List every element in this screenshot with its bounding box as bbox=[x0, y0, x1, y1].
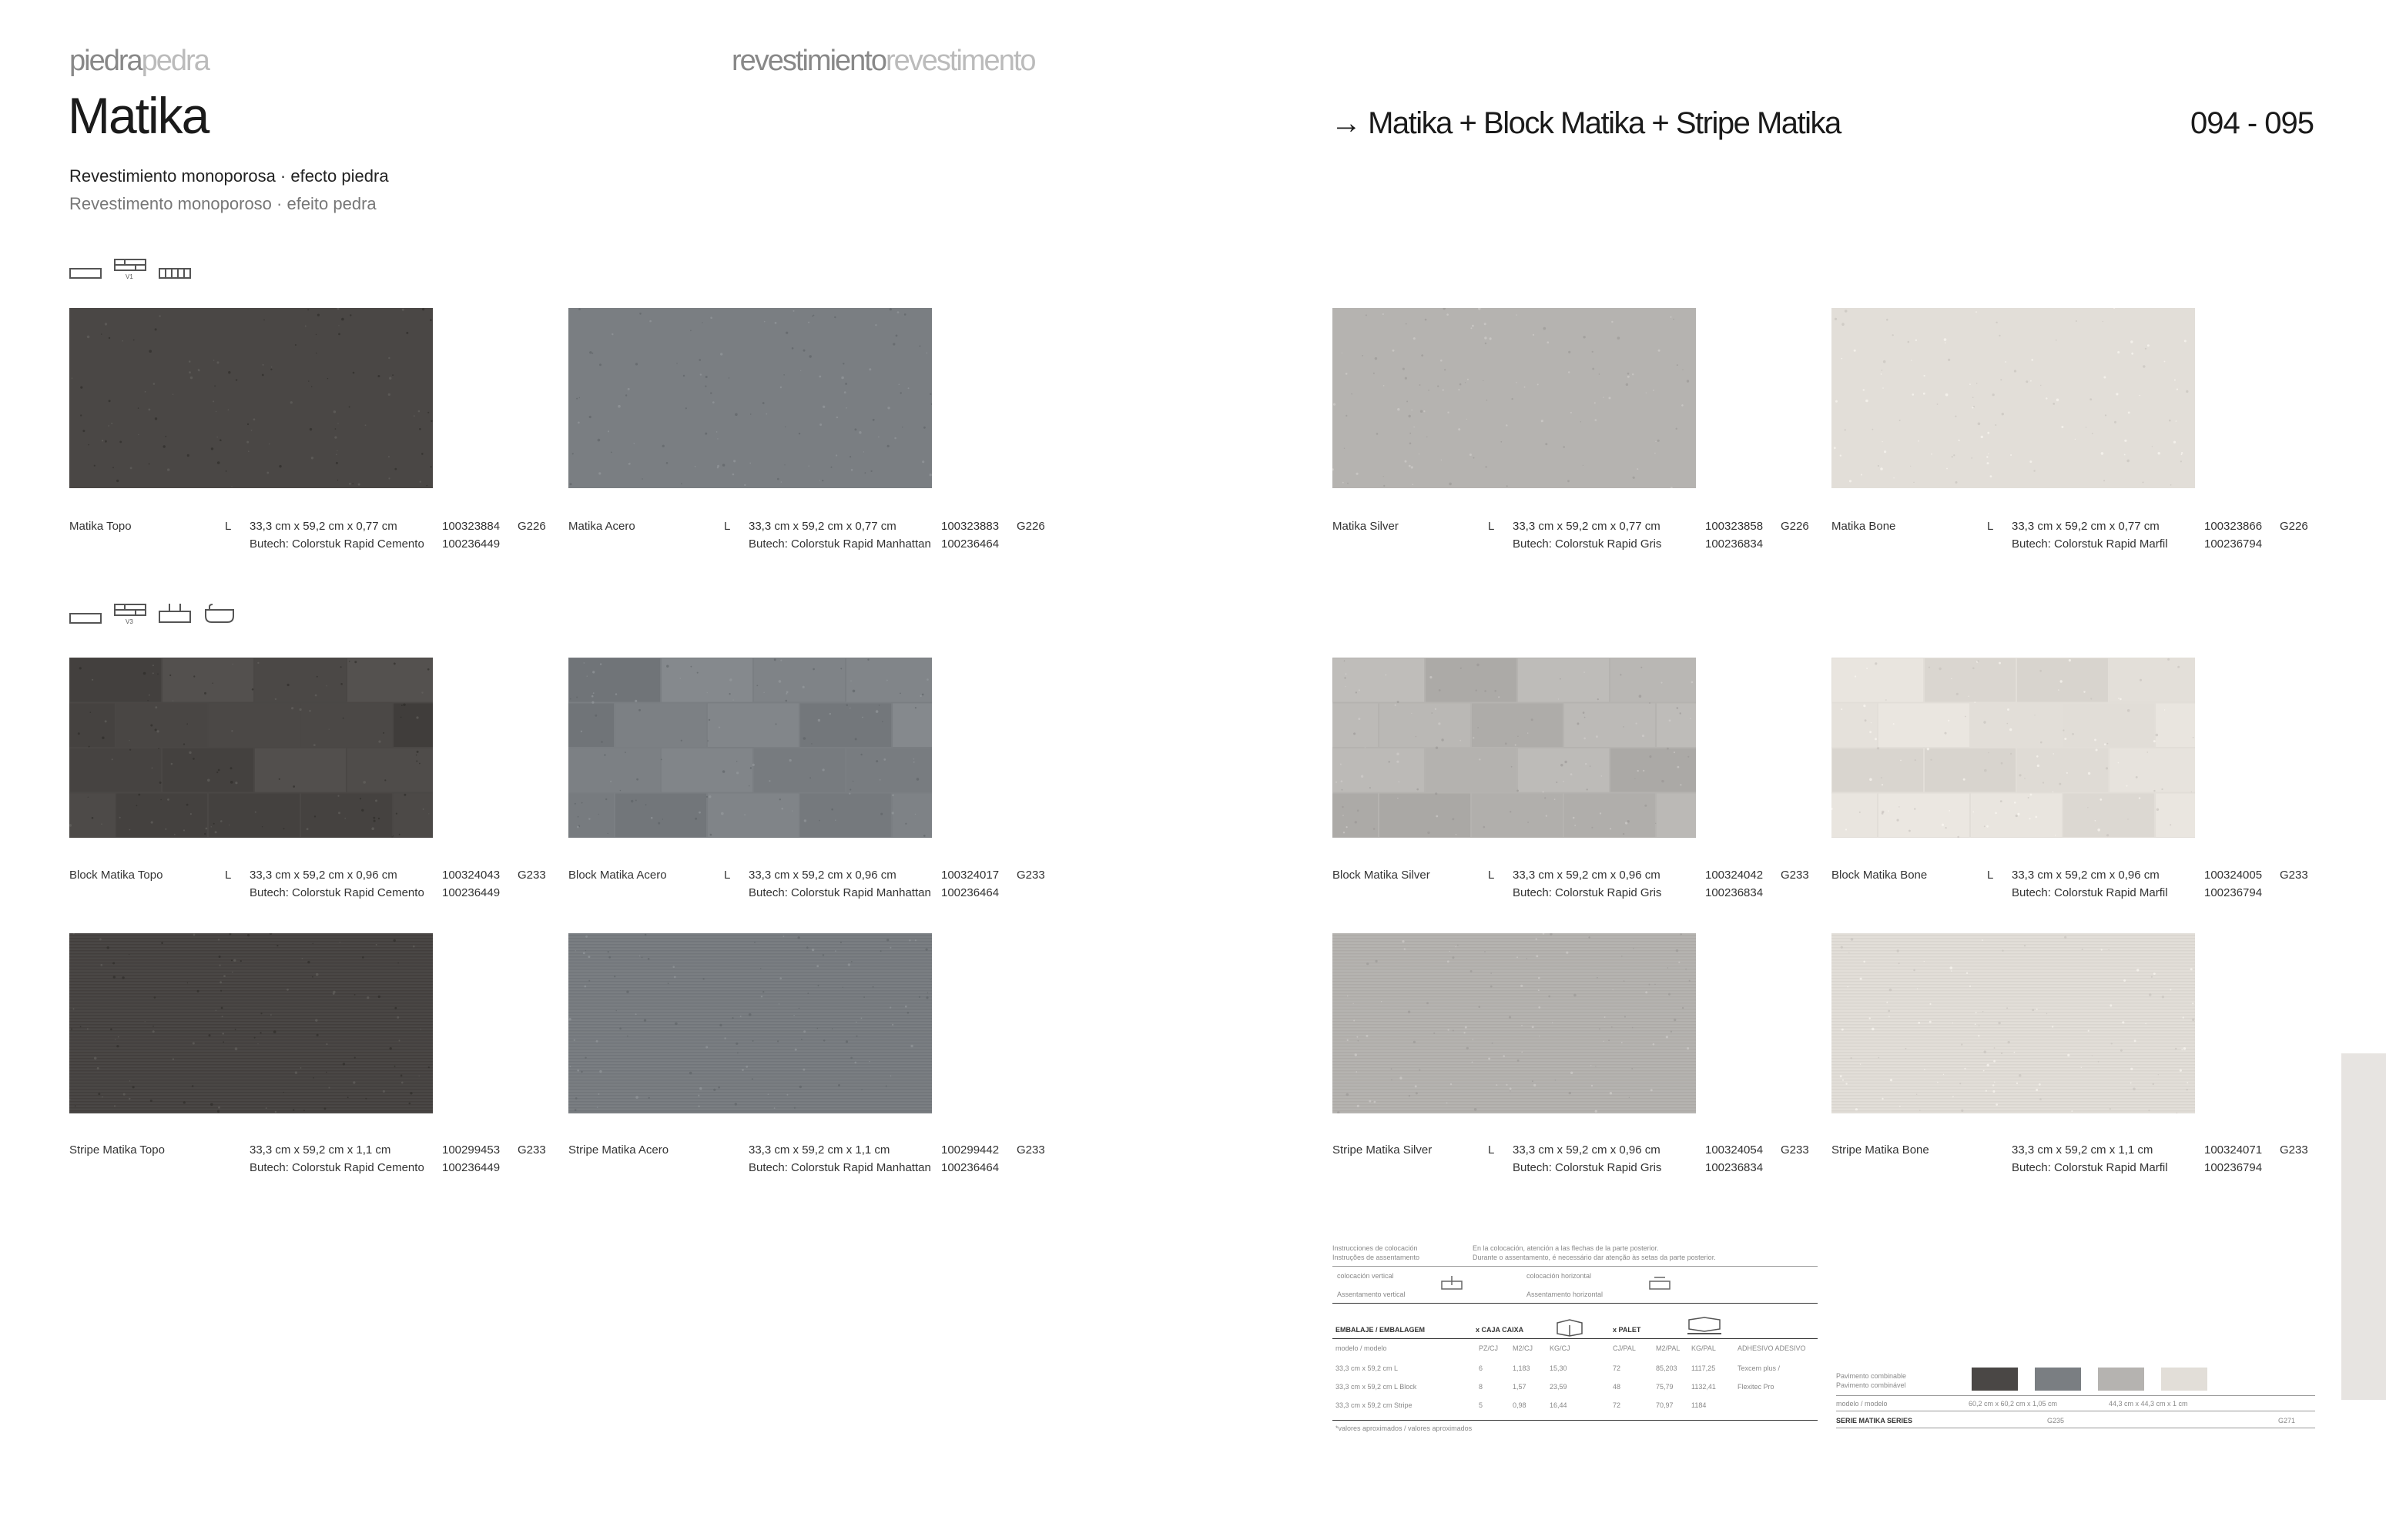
tile-swatch-plain-bone bbox=[1831, 308, 2195, 488]
combine-size-1: 60,2 cm x 60,2 cm x 1,05 cm bbox=[1969, 1400, 2058, 1408]
kitchen-icon bbox=[159, 602, 191, 625]
icon-row-2 bbox=[69, 602, 236, 625]
product-group: G233 bbox=[1781, 1143, 1809, 1157]
section-label bbox=[732, 45, 1035, 78]
box-icon bbox=[1554, 1318, 1585, 1341]
product-format: L bbox=[1987, 869, 1994, 882]
product-group: G233 bbox=[2280, 869, 2308, 882]
tile-swatch-stripe-silver bbox=[1332, 933, 1696, 1113]
product-code: 100323883 bbox=[941, 520, 1000, 533]
packing-header: M2/CJ bbox=[1513, 1344, 1533, 1352]
packing-cell: 1,57 bbox=[1513, 1383, 1526, 1391]
butech-grout: Butech: Colorstuk Rapid Cemento bbox=[250, 886, 424, 899]
butech-grout: Butech: Colorstuk Rapid Gris bbox=[1513, 1161, 1662, 1174]
packing-header: KG/PAL bbox=[1691, 1344, 1716, 1352]
packing-footnote: *valores aproximados / valores aproximados bbox=[1335, 1424, 1473, 1432]
product-dimensions: 33,3 cm x 59,2 cm x 0,96 cm bbox=[749, 869, 896, 882]
butech-grout: Butech: Colorstuk Rapid Marfil bbox=[2012, 886, 2168, 899]
product-dimensions: 33,3 cm x 59,2 cm x 0,96 cm bbox=[2012, 869, 2160, 882]
grid-rectify-icon bbox=[114, 602, 146, 625]
packing-cell: 75,79 bbox=[1656, 1383, 1674, 1391]
packing-cell: 1,183 bbox=[1513, 1364, 1530, 1372]
butech-grout: Butech: Colorstuk Rapid Manhattan bbox=[749, 537, 931, 551]
horizontal-arrow-icon bbox=[1648, 1275, 1671, 1294]
product-group: G226 bbox=[1781, 520, 1809, 533]
product-dimensions: 33,3 cm x 59,2 cm x 0,96 cm bbox=[1513, 1143, 1660, 1157]
packing-cell: 6 bbox=[1479, 1364, 1483, 1372]
butech-grout: Butech: Colorstuk Rapid Manhattan bbox=[749, 886, 931, 899]
wall-tile-icon bbox=[69, 611, 102, 625]
swatch-silver bbox=[2098, 1368, 2144, 1391]
product-format: L bbox=[724, 869, 731, 882]
product-dimensions: 33,3 cm x 59,2 cm x 0,96 cm bbox=[1513, 869, 1660, 882]
divider bbox=[1332, 1338, 1818, 1339]
tile-swatch-stripe-acero bbox=[568, 933, 932, 1113]
series-link[interactable]: → Matika + Block Matika + Stripe Matika bbox=[1331, 106, 1841, 140]
combine-size-2: 44,3 cm x 44,3 cm x 1 cm bbox=[2109, 1400, 2188, 1408]
packing-cell: Texcem plus / bbox=[1738, 1364, 1781, 1372]
packing-header: KG/CJ bbox=[1550, 1344, 1570, 1352]
product-name: Matika Topo bbox=[69, 520, 132, 533]
packing-cell: 72 bbox=[1613, 1364, 1621, 1372]
product-group: G233 bbox=[518, 869, 546, 882]
product-code: 100324042 bbox=[1705, 869, 1764, 882]
butech-grout: Butech: Colorstuk Rapid Marfil bbox=[2012, 537, 2168, 551]
butech-code: 100236794 bbox=[2204, 1161, 2263, 1174]
tile-swatch-plain-acero bbox=[568, 308, 932, 488]
packing-cell: 1184 bbox=[1691, 1401, 1707, 1409]
section-es: revestimiento bbox=[732, 45, 886, 77]
product-format: L bbox=[1488, 869, 1495, 882]
packing-header: PZ/CJ bbox=[1479, 1344, 1499, 1352]
butech-code: 100236464 bbox=[941, 1161, 1000, 1174]
product-name: Stripe Matika Acero bbox=[568, 1143, 669, 1157]
product-name: Stripe Matika Bone bbox=[1831, 1143, 1929, 1157]
packing-cell: 72 bbox=[1613, 1401, 1621, 1409]
divider bbox=[1332, 1420, 1818, 1421]
divider bbox=[1332, 1303, 1818, 1304]
product-dimensions: 33,3 cm x 59,2 cm x 0,77 cm bbox=[2012, 520, 2160, 533]
product-format: L bbox=[225, 869, 232, 882]
butech-grout: Butech: Colorstuk Rapid Manhattan bbox=[749, 1161, 931, 1174]
product-dimensions: 33,3 cm x 59,2 cm x 0,77 cm bbox=[1513, 520, 1660, 533]
product-code: 100324043 bbox=[442, 869, 501, 882]
product-code: 100324005 bbox=[2204, 869, 2263, 882]
icon-row-1 bbox=[69, 257, 191, 280]
packing-header: M2/PAL bbox=[1656, 1344, 1681, 1352]
product-format: L bbox=[724, 520, 731, 533]
product-dimensions: 33,3 cm x 59,2 cm x 1,1 cm bbox=[749, 1143, 890, 1157]
combine-group-2: G271 bbox=[2278, 1417, 2296, 1424]
subtitle-pt: Revestimento monoporoso · efeito pedra bbox=[69, 194, 377, 213]
install-note-pt: Durante o assentamento, é necessário dar atenção às setas da parte posterior. bbox=[1473, 1254, 1716, 1261]
packing-header: ADHESIVO ADESIVO bbox=[1738, 1344, 1806, 1352]
page-numbers: 094 - 095 bbox=[2190, 106, 2314, 140]
butech-code: 100236794 bbox=[2204, 537, 2263, 551]
packing-title: EMBALAJE / EMBALAGEM bbox=[1335, 1326, 1426, 1334]
packing-cell: 16,44 bbox=[1550, 1401, 1567, 1409]
butech-code: 100236464 bbox=[941, 886, 1000, 899]
butech-code: 100236449 bbox=[442, 1161, 501, 1174]
category-es: piedra bbox=[69, 45, 142, 77]
install-label-es: Instrucciones de colocación bbox=[1332, 1244, 1418, 1252]
pallet-icon bbox=[1685, 1317, 1724, 1341]
section-pt: revestimento bbox=[885, 45, 1035, 77]
bathtub-icon bbox=[203, 602, 236, 625]
tile-swatch-block-topo bbox=[69, 658, 433, 838]
subtitle-es: Revestimiento monoporosa · efecto piedra bbox=[69, 166, 389, 186]
swatch-acero bbox=[2035, 1368, 2081, 1391]
packing-header: modelo / modelo bbox=[1335, 1344, 1387, 1352]
butech-code: 100236794 bbox=[2204, 886, 2263, 899]
swatch-topo bbox=[1972, 1368, 2018, 1391]
tile-swatch-block-bone bbox=[1831, 658, 2195, 838]
packing-cell: 1117,25 bbox=[1691, 1364, 1716, 1372]
product-format: L bbox=[1987, 520, 1994, 533]
product-group: G233 bbox=[1017, 869, 1045, 882]
product-name: Block Matika Acero bbox=[568, 869, 667, 882]
packing-cell: Flexitec Pro bbox=[1738, 1383, 1774, 1391]
packing-per-box: x CAJA CAIXA bbox=[1476, 1326, 1524, 1334]
divider bbox=[1836, 1395, 2315, 1396]
butech-code: 100236464 bbox=[941, 537, 1000, 551]
product-code: 100299453 bbox=[442, 1143, 501, 1157]
swatch-bone bbox=[2161, 1368, 2207, 1391]
page-title: Matika bbox=[68, 87, 209, 144]
product-code: 100324054 bbox=[1705, 1143, 1764, 1157]
combine-series-label: SERIE MATIKA SERIES bbox=[1836, 1417, 1913, 1424]
product-dimensions: 33,3 cm x 59,2 cm x 1,1 cm bbox=[250, 1143, 391, 1157]
butech-grout: Butech: Colorstuk Rapid Cemento bbox=[250, 537, 424, 551]
technical-info bbox=[1332, 1241, 1818, 1441]
packing-cell: 5 bbox=[1479, 1401, 1483, 1409]
tile-swatch-plain-topo bbox=[69, 308, 433, 488]
combinable-floor bbox=[1836, 1360, 2315, 1437]
packing-cell: 70,97 bbox=[1656, 1401, 1674, 1409]
product-dimensions: 33,3 cm x 59,2 cm x 0,77 cm bbox=[250, 520, 397, 533]
category-label bbox=[69, 45, 209, 78]
product-group: G226 bbox=[1017, 520, 1045, 533]
horizontal-pt: Assentamento horizontal bbox=[1526, 1291, 1604, 1298]
packing-cell: 15,30 bbox=[1550, 1364, 1567, 1372]
butech-grout: Butech: Colorstuk Rapid Gris bbox=[1513, 537, 1662, 551]
icon-badge-v3: V3 bbox=[126, 618, 133, 625]
butech-grout: Butech: Colorstuk Rapid Marfil bbox=[2012, 1161, 2168, 1174]
packing-header: CJ/PAL bbox=[1613, 1344, 1636, 1352]
grid-rectify-icon bbox=[114, 257, 146, 280]
combine-row-label: modelo / modelo bbox=[1836, 1400, 1888, 1408]
product-name: Block Matika Topo bbox=[69, 869, 163, 882]
horizontal-es: colocación horizontal bbox=[1526, 1272, 1592, 1280]
product-code: 100299442 bbox=[941, 1143, 1000, 1157]
install-label-pt: Instruções de assentamento bbox=[1332, 1254, 1420, 1261]
combine-label-es: Pavimento combinable bbox=[1836, 1372, 1907, 1380]
butech-grout: Butech: Colorstuk Rapid Gris bbox=[1513, 886, 1662, 899]
product-code: 100323866 bbox=[2204, 520, 2263, 533]
butech-code: 100236449 bbox=[442, 537, 501, 551]
install-note-es: En la colocación, atención a las flechas de la parte posterior. bbox=[1473, 1244, 1659, 1252]
tile-swatch-stripe-topo bbox=[69, 933, 433, 1113]
product-group: G226 bbox=[518, 520, 546, 533]
tile-swatch-block-acero bbox=[568, 658, 932, 838]
product-code: 100323884 bbox=[442, 520, 501, 533]
product-name: Block Matika Silver bbox=[1332, 869, 1430, 882]
product-name: Block Matika Bone bbox=[1831, 869, 1928, 882]
packing-cell: 33,3 cm x 59,2 cm L bbox=[1335, 1364, 1399, 1372]
product-group: G233 bbox=[1781, 869, 1809, 882]
butech-code: 100236834 bbox=[1705, 1161, 1764, 1174]
mesh-icon bbox=[159, 266, 191, 280]
product-group: G233 bbox=[1017, 1143, 1045, 1157]
vertical-pt: Assentamento vertical bbox=[1337, 1291, 1406, 1298]
packing-cell: 48 bbox=[1613, 1383, 1621, 1391]
combine-label-pt: Pavimento combinável bbox=[1836, 1381, 1906, 1389]
product-name: Matika Acero bbox=[568, 520, 635, 533]
packing-cell: 85,203 bbox=[1656, 1364, 1677, 1372]
tile-swatch-block-silver bbox=[1332, 658, 1696, 838]
side-tab bbox=[2341, 1053, 2386, 1400]
packing-cell: 0,98 bbox=[1513, 1401, 1526, 1409]
product-format: L bbox=[1488, 1143, 1495, 1157]
packing-cell: 33,3 cm x 59,2 cm Stripe bbox=[1335, 1401, 1412, 1409]
tile-swatch-stripe-bone bbox=[1831, 933, 2195, 1113]
product-code: 100323858 bbox=[1705, 520, 1764, 533]
product-name: Matika Bone bbox=[1831, 520, 1896, 533]
product-code: 100324017 bbox=[941, 869, 1000, 882]
product-dimensions: 33,3 cm x 59,2 cm x 1,1 cm bbox=[2012, 1143, 2153, 1157]
product-dimensions: 33,3 cm x 59,2 cm x 0,96 cm bbox=[250, 869, 397, 882]
packing-cell: 8 bbox=[1479, 1383, 1483, 1391]
butech-grout: Butech: Colorstuk Rapid Cemento bbox=[250, 1161, 424, 1174]
product-format: L bbox=[1488, 520, 1495, 533]
wall-tile-icon bbox=[69, 266, 102, 280]
packing-per-pallet: x PALET bbox=[1613, 1326, 1641, 1334]
butech-code: 100236834 bbox=[1705, 886, 1764, 899]
product-code: 100324071 bbox=[2204, 1143, 2263, 1157]
product-name: Stripe Matika Silver bbox=[1332, 1143, 1433, 1157]
product-dimensions: 33,3 cm x 59,2 cm x 0,77 cm bbox=[749, 520, 896, 533]
vertical-arrow-icon bbox=[1440, 1275, 1463, 1294]
product-group: G226 bbox=[2280, 520, 2308, 533]
product-group: G233 bbox=[2280, 1143, 2308, 1157]
category-pt: pedra bbox=[141, 45, 209, 77]
product-format: L bbox=[225, 520, 232, 533]
butech-code: 100236449 bbox=[442, 886, 501, 899]
combine-group-1: G235 bbox=[2047, 1417, 2065, 1424]
product-name: Matika Silver bbox=[1332, 520, 1399, 533]
vertical-es: colocación vertical bbox=[1337, 1272, 1394, 1280]
icon-badge-v1: V1 bbox=[126, 273, 133, 280]
divider bbox=[1332, 1266, 1818, 1267]
packing-cell: 23,59 bbox=[1550, 1383, 1567, 1391]
product-group: G233 bbox=[518, 1143, 546, 1157]
packing-cell: 1132,41 bbox=[1691, 1383, 1716, 1391]
tile-swatch-plain-silver bbox=[1332, 308, 1696, 488]
butech-code: 100236834 bbox=[1705, 537, 1764, 551]
packing-cell: 33,3 cm x 59,2 cm L Block bbox=[1335, 1383, 1417, 1391]
product-name: Stripe Matika Topo bbox=[69, 1143, 165, 1157]
